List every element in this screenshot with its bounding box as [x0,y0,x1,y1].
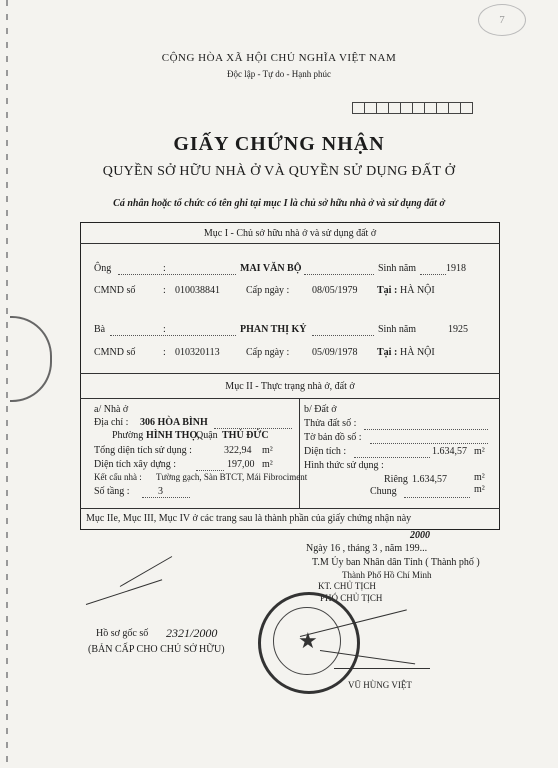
owner1-place-label: Tại : [377,285,398,296]
land-private-label: Riêng [384,474,408,485]
owner2-name: PHAN THỊ KỶ [240,324,307,335]
owner1-birth-label: Sinh năm [378,263,417,274]
owner2-id-number: 010320113 [175,347,220,358]
document-subtitle: QUYỀN SỞ HỮU NHÀ Ở VÀ QUYỀN SỬ DỤNG ĐẤT Ở [102,164,456,179]
owner2-place: HÀ NỘI [400,347,435,358]
dotted-leader [312,335,374,336]
section2-heading-divider [80,398,500,399]
copy-note: (BẢN CẤP CHO CHỦ SỞ HỮU) [88,644,225,655]
dotted-leader [370,443,488,444]
land-plot-label: Thửa đất số : [304,418,357,429]
owner2-place-label: Tại : [377,347,398,358]
corner-page-number: 7 [478,4,526,36]
house-ward-label: Phường [112,430,144,441]
house-ward: HÌNH THỌ, [146,430,200,441]
house-address-label: Địa chỉ : [94,417,129,428]
dotted-leader [118,274,236,275]
owner1-place: HÀ NỘI [400,285,435,296]
house-district: THỦ ĐỨC [222,430,269,441]
owner2-issued-label: Cấp ngày : [246,347,290,358]
document-intro: Cá nhân hoặc tổ chức có tên ghi tại mục I là chủ sở hữu nhà ở và sử dụng đất ở [113,198,445,209]
section2-top-divider [80,373,500,374]
page-continuation-note: Mục IIe, Mục III, Mục IV ở các trang sau là thành phần của giấy chứng nhận này [86,513,412,524]
handwritten-year: 2000 [410,530,430,541]
file-label: Hồ sơ gốc số [96,628,149,639]
side-stamp [10,316,52,402]
document-title: GIẤY CHỨNG NHẬN [173,133,385,155]
owner1-birth-year: 1918 [446,263,466,274]
house-build-area: 197,00 [227,459,255,470]
land-use-label: Hình thức sử dụng : [304,460,384,471]
owner2-title: Bà [94,324,106,335]
owner2-id-label: CMND số [94,347,136,358]
land-area-unit: m² [474,446,485,457]
section1-divider [80,243,500,244]
owner2-birth-label: Sinh năm [378,324,417,335]
dotted-leader [404,497,470,498]
house-build-unit: m² [262,459,273,470]
owner2-issued-date: 05/09/1978 [312,347,358,358]
dotted-leader [354,457,430,458]
signer-name: VŨ HÙNG VIỆT [348,680,412,690]
land-private-area: 1.634,57 [412,474,447,485]
house-build-area-label: Diện tích xây dựng : [94,459,177,470]
dotted-leader [420,274,446,275]
house-total-area: 322,94 [224,445,252,456]
land-label: b/ Đất ở [304,404,337,415]
house-area-unit: m² [262,445,273,456]
land-shared-unit: m² [474,484,485,495]
house-address: 306 HÒA BÌNH [140,417,208,428]
issue-date: Ngày 16 , tháng 3 , năm 199... [306,543,428,554]
section2-column-divider [299,398,300,508]
kt-chairman: KT. CHỦ TỊCH [318,581,376,591]
seal-star-icon: ★ [298,628,318,653]
owner1-name: MAI VĂN BỘ [240,263,302,274]
dotted-leader [214,428,292,429]
dotted-leader [142,497,190,498]
clerk-signature-stroke [120,556,172,587]
dotted-leader [196,470,224,471]
house-label: a/ Nhà ở [94,404,129,415]
file-number: 2321/2000 [166,626,218,640]
house-floors-label: Số tầng : [94,486,130,497]
country-name: CỘNG HÒA XÃ HỘI CHỦ NGHĨA VIỆT NAM [161,52,397,64]
owner1-id-number: 010038841 [175,285,220,296]
issuing-city: Thành Phố Hồ Chí Minh [342,570,432,580]
section2-heading: Mục II - Thực trạng nhà ở, đất ở [225,381,355,392]
land-area: 1.634,57 [432,446,467,457]
house-structure: Tường gạch, Sàn BTCT, Mái Fibrociment [156,472,308,482]
signature-underline [334,668,430,669]
house-floors: 3 [158,486,163,497]
issuing-authority: T.M Ủy ban Nhân dân Tỉnh ( Thành phố ) [312,557,480,568]
land-shared-label: Chung [370,486,397,497]
house-structure-label: Kết cấu nhà : [94,472,142,482]
serial-number-boxes [352,102,472,114]
national-motto: Độc lập - Tự do - Hạnh phúc [227,69,331,79]
land-area-label: Diện tích : [304,446,347,457]
owner1-issued-date: 08/05/1979 [312,285,358,296]
house-total-area-label: Tổng diện tích sử dụng : [94,445,192,456]
land-private-unit: m² [474,472,485,483]
dotted-leader [304,274,374,275]
owner2-birth-year: 1925 [448,324,468,335]
dotted-leader [364,429,488,430]
scan-edge-mark [6,0,8,768]
house-district-label: Quận [196,430,218,441]
vice-chairman: PHÓ CHỦ TỊCH [320,593,383,603]
owner1-issued-label: Cấp ngày : [246,285,290,296]
section1-heading: Mục I - Chủ sở hữu nhà ở và sử dụng đất ở [203,228,377,239]
dotted-leader [110,335,236,336]
owner1-id-label: CMND số [94,285,136,296]
land-map-label: Tờ bản đồ số : [304,432,362,443]
owner1-title: Ông [94,263,112,274]
note-divider [80,508,500,509]
